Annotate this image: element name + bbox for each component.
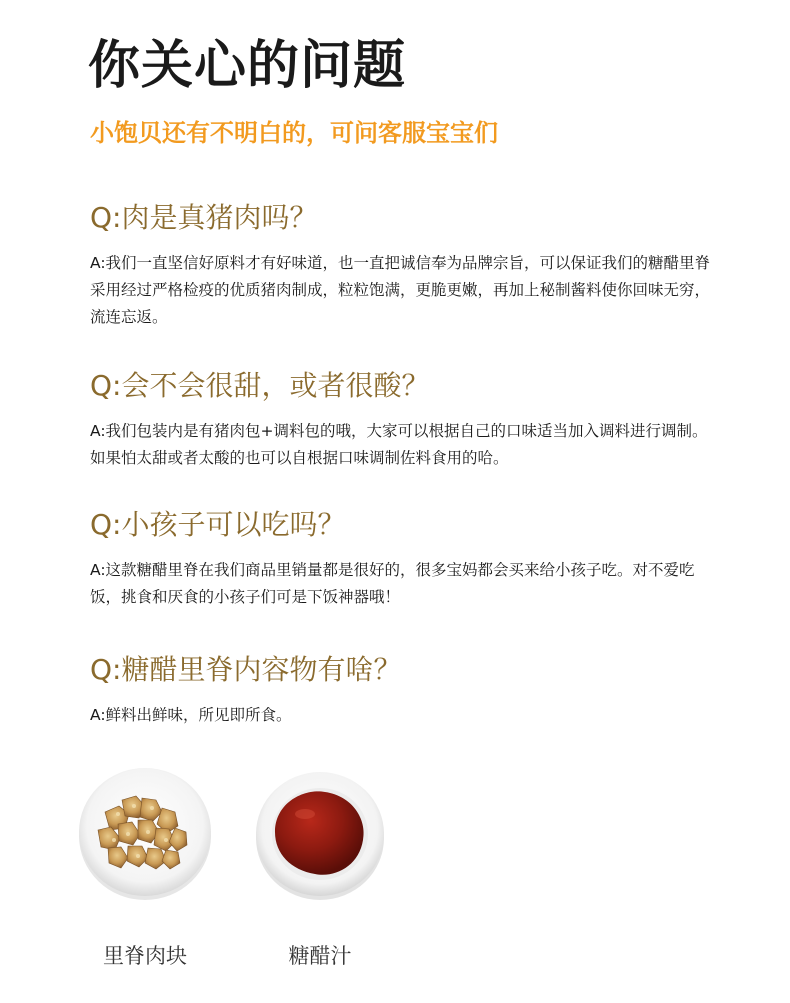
faq-answer: A:我们包装内是有猪肉包+调料包的哦，大家可以根据自己的口味适当加入调料进行调制。如果怕太甜或者太酸的也可以自根据口味调制佐料食用的哈。 xyxy=(90,422,708,467)
page-title: 你关心的问题 xyxy=(88,36,407,96)
faq-item-2 xyxy=(90,366,720,472)
ingredient-label: 糖醋汁 xyxy=(288,944,352,968)
faq-item-3 xyxy=(90,505,720,611)
faq-item-1 xyxy=(90,198,720,331)
faq-answer: A:鲜料出鲜味，所见即所食。 xyxy=(90,706,292,724)
faq-answer: A:我们一直坚信好原料才有好味道，也一直把诚信奉为品牌宗旨，可以保证我们的糖醋里脊采用经过严格检疫的优质猪肉制成，粒粒饱满，更脆更嫩，再加上秘制酱料使你回味无穷，流连忘返。 xyxy=(90,254,711,326)
pork-cubes-plate-icon xyxy=(70,762,220,902)
faq-question: Q:糖醋里脊内容物有啥？ xyxy=(90,653,402,686)
sauce-bowl-icon xyxy=(245,762,395,902)
faq-answer: A:这款糖醋里脊在我们商品里销量都是很好的，很多宝妈都会买来给小孩子吃。对不爱吃饭，挑食和厌食的小孩子们可是下饭神器哦！ xyxy=(90,561,695,606)
ingredient-sauce xyxy=(245,762,395,970)
ingredient-label: 里脊肉块 xyxy=(103,944,187,968)
faq-question: Q:小孩子可以吃吗？ xyxy=(90,508,346,541)
ingredient-pork-cubes xyxy=(70,762,220,970)
faq-item-4 xyxy=(90,650,720,729)
page-subtitle: 小饱贝还有不明白的，可问客服宝宝们 xyxy=(90,119,498,147)
faq-question: Q:肉是真猪肉吗？ xyxy=(90,201,318,234)
faq-question: Q:会不会很甜，或者很酸？ xyxy=(90,369,430,402)
